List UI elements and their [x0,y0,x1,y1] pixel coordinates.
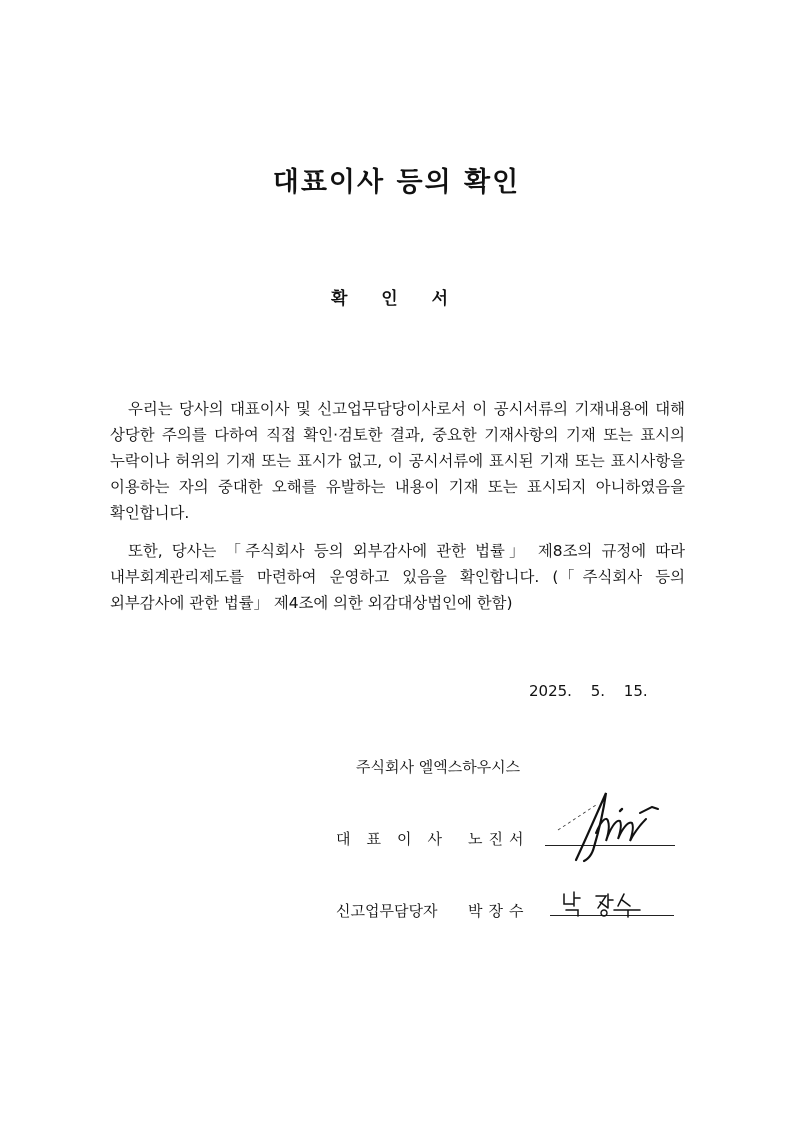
confirmation-paragraph: 우리는 당사의 대표이사 및 신고업무담당이사로서 이 공시서류의 기재내용에 대해 상당한 주의를 다하여 직접 확인·검토한 결과, 중요한 기재사항의 기재 또는 표시의 누락이나 허위의 기재 또는 표시가 없고, 이 공시서류에 표시된 기재 또는 표시사항을 이용하는 자의 중대한 오해를 유발하는 내용이 기재 또는 표시되지 아니하였음을 확인합니다. [110,400,685,522]
document-subtitle: 확 인 서 [330,289,463,309]
reporting-officer-name: 박장수 [468,902,530,920]
reporting-officer-title-label: 신고업무담당자 [336,902,438,920]
internal-control-paragraph: 또한, 당사는 「주식회사 등의 외부감사에 관한 법률」 제8조의 규정에 따라 내부회계관리제도를 마련하여 운영하고 있음을 확인합니다. (「주식회사 등의 외부감사에 관한 법률」 제4조에 의한 외감대상법인에 한함) [110,542,685,612]
ceo-title-label: 대표이사 [336,830,458,848]
ceo-name: 노진서 [468,830,530,848]
reporting-officer-handwritten-signature [560,888,650,918]
document-date: 2025. 5. 15. [529,682,648,700]
document-title: 대표이사 등의 확인 [272,167,521,198]
company-name: 주식회사 엘엑스하우시스 [356,758,521,776]
ceo-signature [548,785,663,865]
